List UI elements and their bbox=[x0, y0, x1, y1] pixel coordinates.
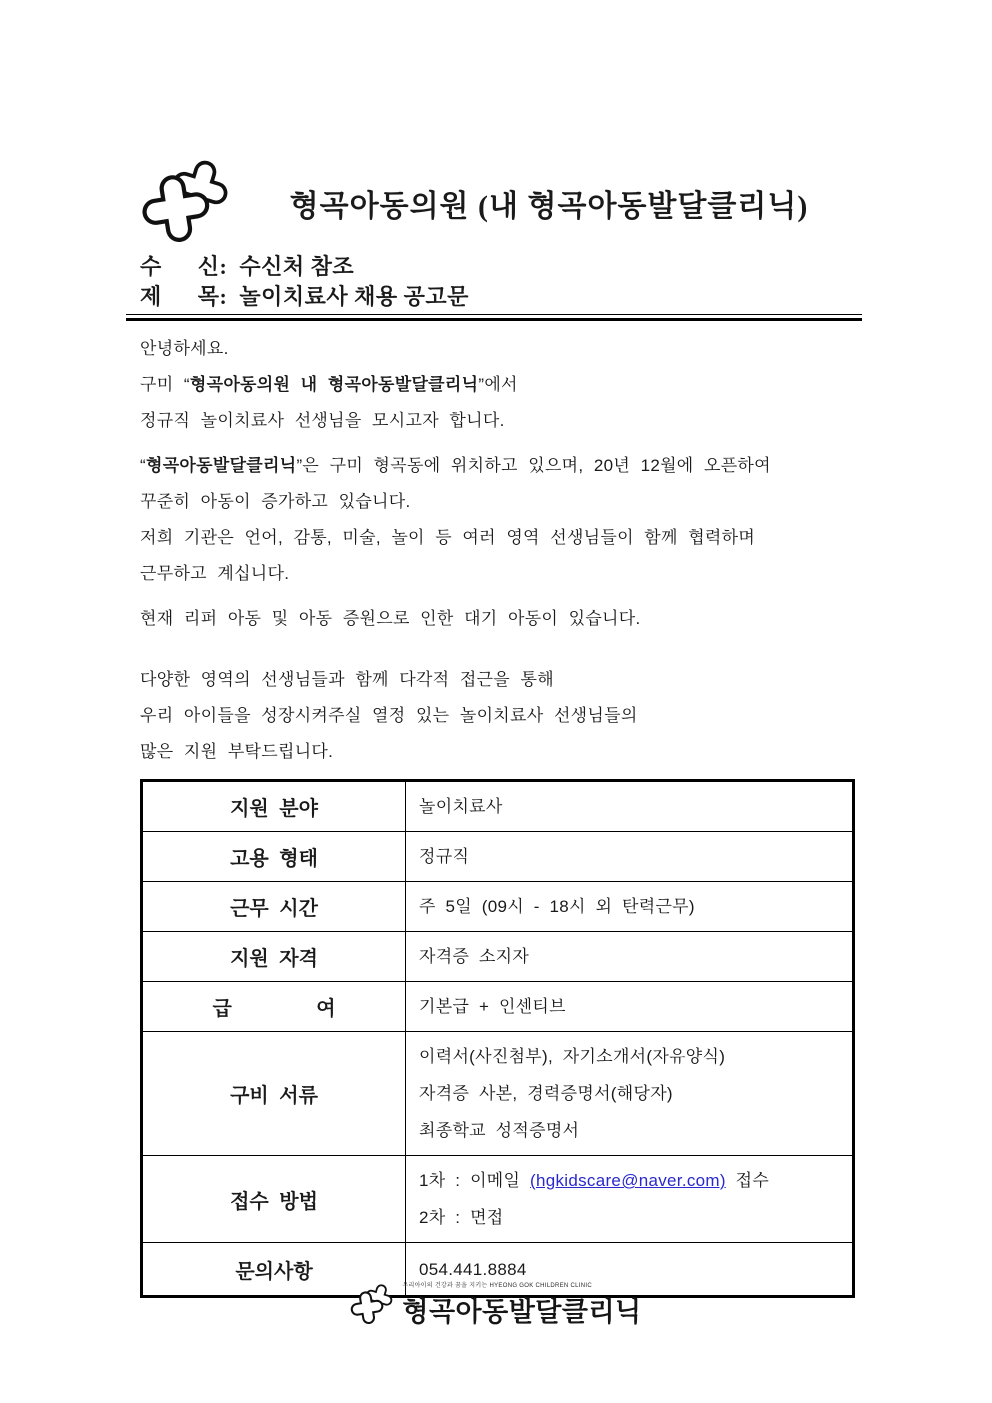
clinic-cross-logo-icon bbox=[140, 160, 236, 246]
header-divider bbox=[126, 314, 862, 321]
footer-text bbox=[402, 1280, 641, 1329]
subject-line: 제 목: 놀이치료사 채용 공고문 bbox=[140, 284, 469, 309]
paragraph-line bbox=[140, 448, 862, 484]
value-line bbox=[419, 888, 842, 925]
table-row-value bbox=[406, 782, 852, 831]
text-segment: 054.441.8884 bbox=[419, 1259, 527, 1279]
value-line bbox=[419, 788, 842, 825]
table-row bbox=[143, 981, 852, 1031]
text-segment: 2차 : 면접 bbox=[419, 1208, 504, 1227]
table-row bbox=[143, 881, 852, 931]
value-line bbox=[419, 938, 842, 975]
table-row bbox=[143, 831, 852, 881]
document-title: 형곡아동의원 (내 형곡아동발달클리닉) bbox=[289, 190, 809, 223]
text-segment: 근무하고 계십니다. bbox=[140, 564, 290, 583]
text-segment: 정규직 bbox=[419, 847, 470, 866]
table-row-label: 접수 방법 bbox=[143, 1156, 406, 1242]
text-segment: “ bbox=[140, 456, 146, 475]
text-segment: 구미 “ bbox=[140, 375, 190, 394]
body-paragraph bbox=[140, 662, 862, 770]
value-line bbox=[419, 838, 842, 875]
table-row bbox=[143, 782, 852, 831]
paragraph-line bbox=[140, 520, 862, 556]
text-segment: 이력서(사진첨부), 자기소개서(자유양식) bbox=[419, 1047, 726, 1066]
body-paragraph bbox=[140, 331, 862, 439]
paragraph-line bbox=[140, 331, 862, 367]
text-segment: 다양한 영역의 선생님들과 함께 다각적 접근을 통해 bbox=[140, 670, 554, 689]
table-row-value bbox=[406, 882, 852, 931]
footer-tagline: 우리아이의 건강과 꿈을 지키는 HYEONG GOK CHILDREN CLINIC bbox=[402, 1283, 592, 1289]
value-line bbox=[419, 1038, 842, 1075]
paragraph-line bbox=[140, 484, 862, 520]
body-paragraph bbox=[140, 448, 862, 592]
document-content bbox=[140, 160, 862, 1298]
text-segment: ”에서 bbox=[478, 375, 518, 394]
text-segment: 주 5일 (09시 - 18시 외 탄력근무) bbox=[419, 897, 695, 916]
text-segment: 안녕하세요. bbox=[140, 339, 229, 358]
table-row-value bbox=[406, 982, 852, 1031]
table-row bbox=[143, 931, 852, 981]
text-segment: 정규직 놀이치료사 선생님을 모시고자 합니다. bbox=[140, 411, 505, 430]
table-row-label: 고용 형태 bbox=[143, 832, 406, 881]
job-info-table bbox=[140, 779, 855, 1298]
body-paragraph bbox=[140, 601, 862, 637]
table-row-value bbox=[406, 932, 852, 981]
paragraph-line bbox=[140, 601, 862, 637]
value-line bbox=[419, 988, 842, 1025]
table-row bbox=[143, 1031, 852, 1155]
clinic-cross-logo-icon bbox=[350, 1284, 396, 1326]
paragraph-line bbox=[140, 403, 862, 439]
table-row-value bbox=[406, 1032, 852, 1155]
document-header bbox=[140, 160, 862, 246]
value-line bbox=[419, 1112, 842, 1149]
email-link[interactable]: (hgkidscare@naver.com) bbox=[530, 1171, 726, 1190]
text-segment: 접수 bbox=[725, 1171, 770, 1190]
text-segment: 최종학교 성적증명서 bbox=[419, 1121, 580, 1140]
table-row-label: 근무 시간 bbox=[143, 882, 406, 931]
text-segment: 우리 아이들을 성장시켜주실 열정 있는 놀이치료사 선생님들의 bbox=[140, 706, 638, 725]
value-line bbox=[419, 1199, 842, 1236]
table-row-label: 문의사항 bbox=[143, 1243, 406, 1295]
text-segment: 놀이치료사 bbox=[419, 797, 503, 816]
paragraph-line bbox=[140, 734, 862, 770]
paragraph-line bbox=[140, 662, 862, 698]
table-row-label: 지원 자격 bbox=[143, 932, 406, 981]
table-row-value bbox=[406, 1156, 852, 1242]
text-segment: 꾸준히 아동이 증가하고 있습니다. bbox=[140, 492, 411, 511]
footer-logo bbox=[0, 1280, 992, 1329]
paragraph-line bbox=[140, 698, 862, 734]
text-segment: 1차 : 이메일 bbox=[419, 1171, 531, 1190]
text-segment: 기본급 + 인센티브 bbox=[419, 997, 566, 1016]
table-row-label: 지원 분야 bbox=[143, 782, 406, 831]
value-line bbox=[419, 1075, 842, 1112]
bold-text-segment: 형곡아동발달클리닉 bbox=[145, 456, 297, 475]
table-row-value bbox=[406, 832, 852, 881]
text-segment: 저희 기관은 언어, 감통, 미술, 놀이 등 여러 영역 선생님들이 함께 협력하며 bbox=[140, 528, 756, 547]
table-row-label: 급 여 bbox=[143, 982, 406, 1031]
bold-text-segment: 형곡아동의원 내 형곡아동발달클리닉 bbox=[189, 375, 479, 394]
paragraph-line bbox=[140, 556, 862, 592]
text-segment: 현재 리퍼 아동 및 아동 증원으로 인한 대기 아동이 있습니다. bbox=[140, 609, 641, 628]
text-segment: 자격증 사본, 경력증명서(해당자) bbox=[419, 1084, 673, 1103]
paragraph-line bbox=[140, 367, 862, 403]
table-row-label: 구비 서류 bbox=[143, 1032, 406, 1155]
footer-clinic-name: 형곡아동발달클리닉 bbox=[402, 1297, 642, 1327]
address-block bbox=[140, 252, 862, 312]
text-segment: 많은 지원 부탁드립니다. bbox=[140, 742, 334, 761]
recipient-line: 수 신: 수신처 참조 bbox=[140, 254, 355, 279]
body-text bbox=[140, 331, 862, 770]
text-segment: 자격증 소지자 bbox=[419, 947, 530, 966]
value-line bbox=[419, 1162, 842, 1199]
text-segment: ”은 구미 형곡동에 위치하고 있으며, 20년 12월에 오픈하여 bbox=[296, 456, 771, 475]
table-row bbox=[143, 1155, 852, 1242]
